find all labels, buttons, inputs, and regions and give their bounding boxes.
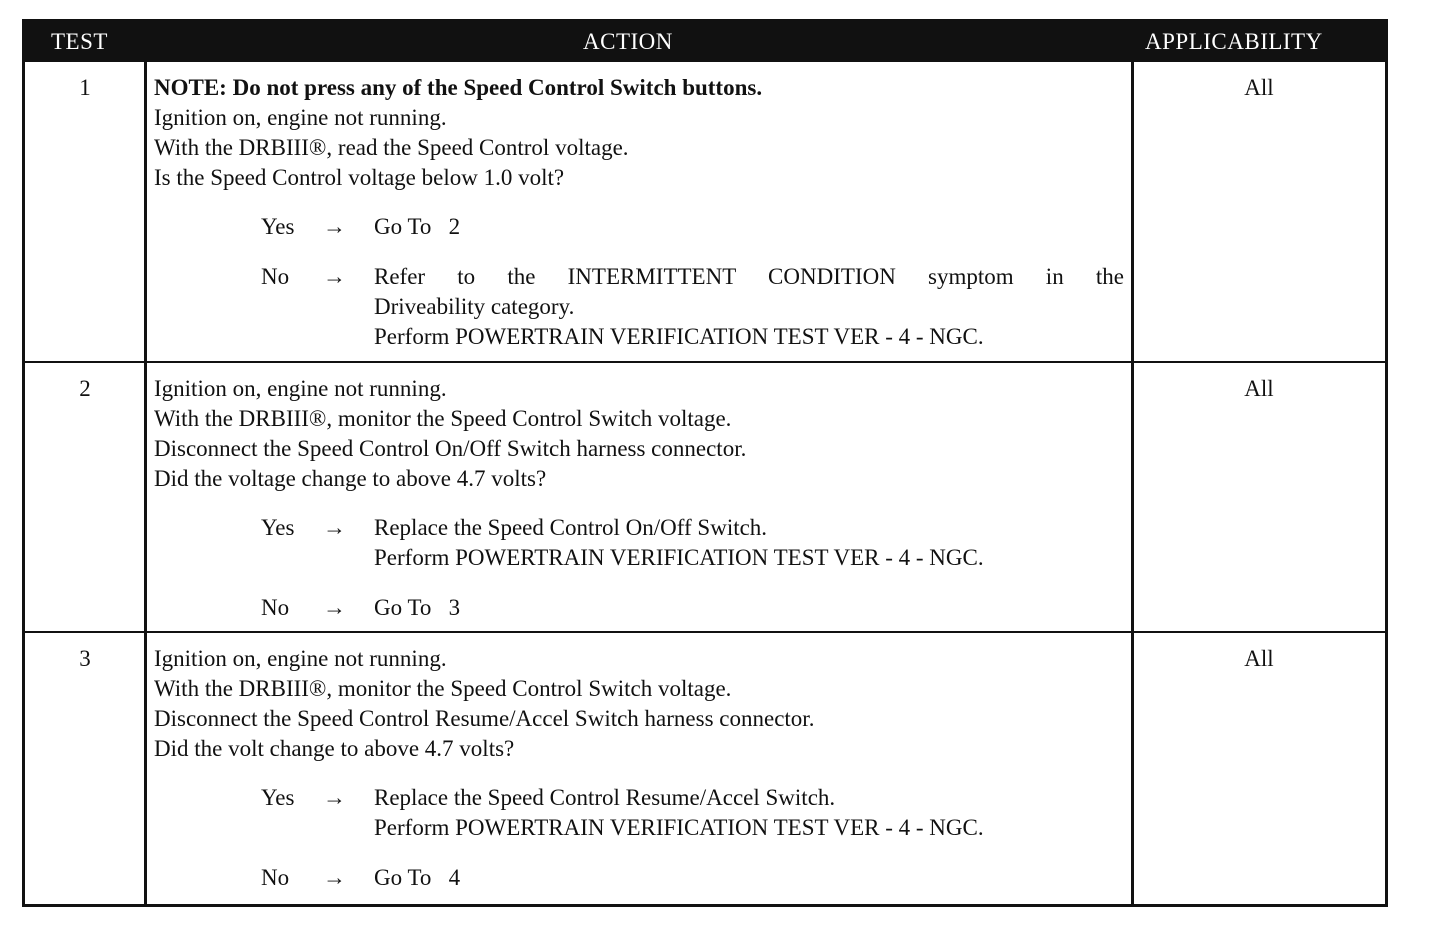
no-label: No	[261, 595, 290, 620]
action-line: Ignition on, engine not running.	[154, 376, 447, 401]
action-line: Disconnect the Speed Control On/Off Switch harness connector.	[154, 436, 747, 461]
no-result: Refer to the INTERMITTENT CONDITION symptom in the	[374, 264, 1124, 289]
column-divider-test	[144, 62, 147, 904]
table-header	[25, 22, 1385, 62]
arrow-right-icon: →	[323, 785, 346, 810]
arrow-right-icon: →	[323, 214, 346, 239]
diagnostic-test-table	[22, 19, 1388, 907]
arrow-right-icon: →	[323, 865, 346, 890]
action-line: Did the voltage change to above 4.7 volts?	[154, 466, 547, 491]
test-number-1: 1	[79, 75, 91, 100]
yes-result: Perform POWERTRAIN VERIFICATION TEST VER - 4 - NGC.	[374, 545, 984, 570]
row-divider-1	[25, 361, 1385, 363]
header-action: ACTION	[583, 29, 673, 54]
arrow-right-icon: →	[323, 264, 346, 289]
no-result: Go To 4	[374, 865, 461, 890]
yes-result: Go To 2	[374, 214, 461, 239]
action-line: With the DRBIII®, monitor the Speed Control Switch voltage.	[154, 676, 732, 701]
no-label: No	[261, 865, 290, 890]
arrow-right-icon: →	[323, 515, 346, 540]
no-result: Driveability category.	[374, 294, 575, 319]
no-label: No	[261, 264, 290, 289]
header-applicability: APPLICABILITY	[1145, 29, 1323, 54]
yes-label: Yes	[261, 515, 295, 540]
action-line: Is the Speed Control voltage below 1.0 volt?	[154, 165, 565, 190]
action-line: With the DRBIII®, read the Speed Control voltage.	[154, 135, 629, 160]
action-line: Ignition on, engine not running.	[154, 105, 447, 130]
yes-result: Replace the Speed Control Resume/Accel Switch.	[374, 785, 836, 810]
yes-result: Perform POWERTRAIN VERIFICATION TEST VER - 4 - NGC.	[374, 815, 984, 840]
action-3	[154, 644, 814, 764]
row-divider-2	[25, 631, 1385, 633]
applicability-3: All	[1244, 646, 1274, 671]
yes-label: Yes	[261, 785, 295, 810]
test-number-2: 2	[79, 376, 91, 401]
no-result: Go To 3	[374, 595, 461, 620]
action-line: Ignition on, engine not running.	[154, 646, 447, 671]
no-result: Perform POWERTRAIN VERIFICATION TEST VER - 4 - NGC.	[374, 324, 984, 349]
column-divider-applicability	[1131, 62, 1134, 904]
applicability-2: All	[1244, 376, 1274, 401]
header-test: TEST	[51, 29, 108, 54]
test-number-3: 3	[79, 646, 91, 671]
yes-label: Yes	[261, 214, 295, 239]
action-2	[154, 374, 746, 494]
yes-result: Replace the Speed Control On/Off Switch.	[374, 515, 768, 540]
arrow-right-icon: →	[323, 595, 346, 620]
action-1	[154, 73, 762, 193]
applicability-1: All	[1244, 75, 1274, 100]
action-line: Did the volt change to above 4.7 volts?	[154, 736, 515, 761]
action-line: With the DRBIII®, monitor the Speed Control Switch voltage.	[154, 406, 732, 431]
note: NOTE: Do not press any of the Speed Control Switch buttons.	[154, 75, 763, 100]
action-line: Disconnect the Speed Control Resume/Accel Switch harness connector.	[154, 706, 815, 731]
